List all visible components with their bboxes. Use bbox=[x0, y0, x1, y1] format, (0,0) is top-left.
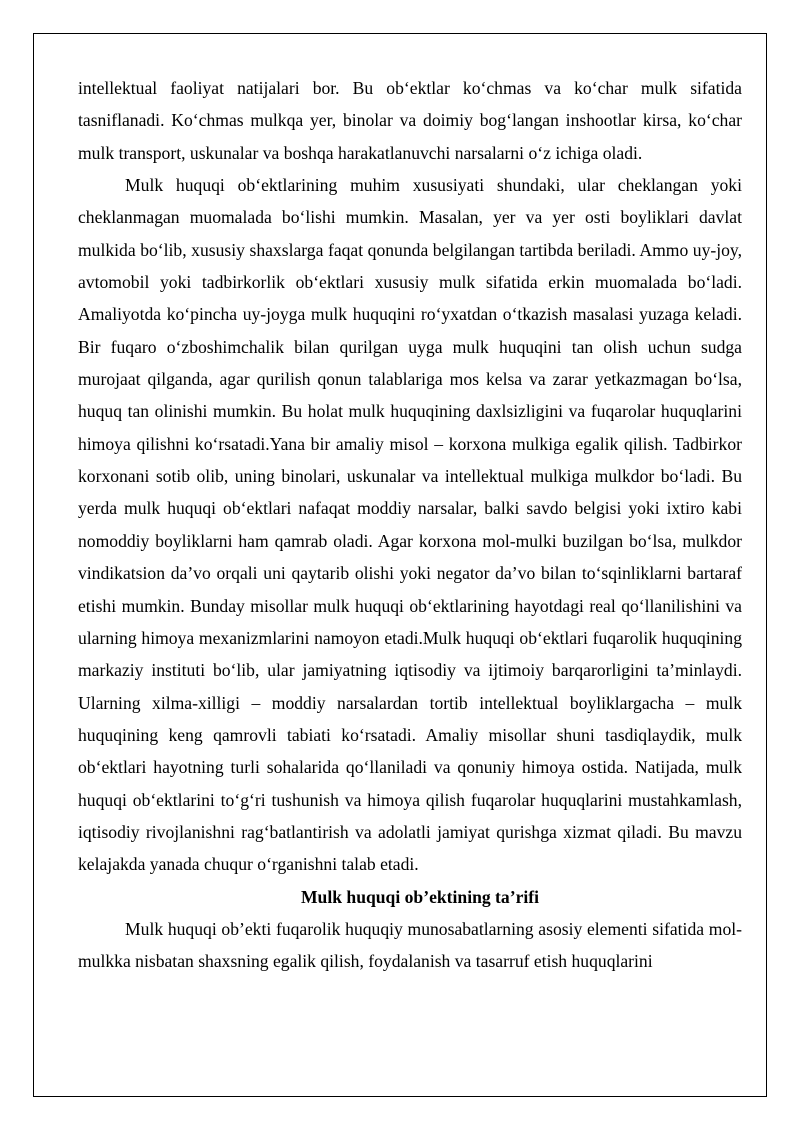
document-body bbox=[78, 72, 742, 978]
paragraph-property-objects: Mulk huquqi ob‘ektlarining muhim xususiyati shundaki, ular cheklangan yoki cheklanmagan muomalada bo‘lishi mumkin. Masalan, yer va yer osti boyliklari davlat mulkida bo‘lib, xususiy shaxslarga faqat qonunda belgilangan tartibda beriladi. Ammo uy-joy, avtomobil yoki tadbirkorlik ob‘ektlari xususiy mulk sifatida erkin muomalada bo‘ladi. Amaliyotda ko‘pincha uy-joyga mulk huquqini ro‘yxatdan o‘tkazish masalasi yuzaga keladi. Bir fuqaro o‘zboshimchalik bilan qurilgan uyga mulk huquqini tan olish uchun sudga murojaat qilganda, agar qurilish qonun talablariga mos kelsa va zarar yetkazmagan bo‘lsa, huquq tan olinishi mumkin. Bu holat mulk huquqining daxlsizligini va fuqarolar huquqlarini himoya qilishni ko‘rsatadi.Yana bir amaliy misol – korxona mulkiga egalik qilish. Tadbirkor korxonani sotib olib, uning binolari, uskunalar va intellektual mulkiga mulkdor bo‘ladi. Bu yerda mulk huquqi ob‘ektlari nafaqat moddiy narsalar, balki savdo belgisi yoki ixtiro kabi nomoddiy boyliklarni ham qamrab oladi. Agar korxona mol-mulki buzilgan bo‘lsa, mulkdor vindikatsion da’vo orqali uni qaytarib olishi yoki negator da’vo bilan to‘sqinliklarni bartaraf etishi mumkin. Bunday misollar mulk huquqi ob‘ektlarining hayotdagi real qo‘llanilishini va ularning himoya mexanizmlarini namoyon etadi.Mulk huquqi ob‘ektlari fuqarolik huquqining markaziy instituti bo‘lib, ular jamiyatning iqtisodiy va ijtimoiy barqarorligini ta’minlaydi. Ularning xilma-xilligi – moddiy narsalardan tortib intellektual boyliklargacha – mulk huquqining keng qamrovli tabiati ko‘rsatadi. Amaliy misollar shuni tasdiqlaydik, mulk ob‘ektlari hayotning turli sohalarida qo‘llaniladi va qonuniy himoya ostida. Natijada, mulk huquqi ob‘ektlarini to‘g‘ri tushunish va himoya qilish fuqarolar huquqlarini mustahkamlash, iqtisodiy rivojlanishni rag‘batlantirish va adolatli jamiyat qurishga xizmat qiladi. Bu mavzu kelajakda yanada chuqur o‘rganishni talab etadi. bbox=[78, 175, 742, 875]
section-heading: Mulk huquqi ob’ektining ta’rifi bbox=[300, 886, 540, 907]
paragraph-continuation: intellektual faoliyat natijalari bor. Bu ob‘ektlar ko‘chmas va ko‘char mulk sifatida tasniflanadi. Ko‘chmas mulkqa yer, binolar va doimiy bog‘langan inshootlar kirsa, ko‘char mulk transport, uskunalar va boshqa harakatlanuvchi narsalarni o‘z ichiga oladi. bbox=[78, 78, 742, 163]
paragraph-definition: Mulk huquqi ob’ekti fuqarolik huquqiy munosabatlarning asosiy elementi sifatida mol-mulkka nisbatan shaxsning egalik qilish, foydalanish va tasarruf etish huquqlarini bbox=[78, 918, 742, 972]
